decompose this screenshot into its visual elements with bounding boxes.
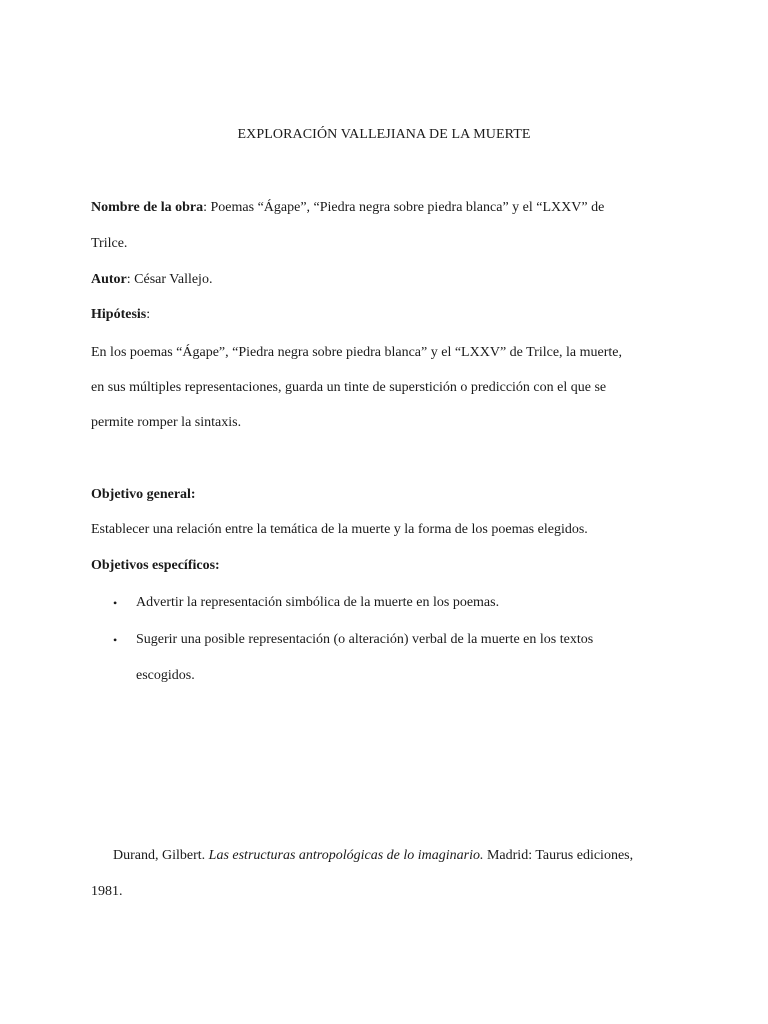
bullet-icon: • <box>113 633 118 647</box>
bibliography-entry <box>113 847 633 865</box>
general-objective-text: Establecer una relación entre la temática de la muerte y la forma de los poemas elegidos. <box>91 522 588 537</box>
hypothesis-line: en sus múltiples representaciones, guarda un tinte de superstición o predicción con el que se <box>91 380 607 395</box>
hypothesis-line: En los poemas “Ágape”, “Piedra negra sobre piedra blanca” y el “LXXV” de Trilce, la muerte, <box>91 345 623 360</box>
author-text: : César Vallejo. <box>126 272 213 287</box>
document-title: EXPLORACIÓN VALLEJIANA DE LA MUERTE <box>237 127 531 142</box>
reference-book-title: Las estructuras antropológicas de lo imaginario. <box>208 848 484 863</box>
bullet-icon: • <box>113 596 118 610</box>
work-label: Nombre de la obra <box>91 200 204 215</box>
work-text: Poemas “Ágape”, “Piedra negra sobre piedra blanca” y el “LXXV” de <box>207 200 605 215</box>
hypothesis-separator: : <box>146 307 151 322</box>
work-separator: : <box>203 200 208 215</box>
reference-author: Durand, Gilbert. <box>113 848 209 863</box>
hypothesis-heading <box>91 306 150 324</box>
reference-publisher: Madrid: Taurus ediciones, <box>483 848 634 863</box>
reference-year: 1981. <box>91 884 123 899</box>
author-label: Autor <box>91 272 127 287</box>
specific-objectives-heading: Objetivos específicos: <box>91 558 220 573</box>
hypothesis-line: permite romper la sintaxis. <box>91 415 242 430</box>
specific-objective-item: Sugerir una posible representación (o alteración) verbal de la muerte en los textos <box>136 632 594 647</box>
work-line <box>91 199 604 217</box>
general-objective-heading: Objetivo general: <box>91 487 196 502</box>
specific-objective-item-continuation: escogidos. <box>136 668 195 683</box>
work-line-continuation: Trilce. <box>91 236 128 251</box>
author-line <box>91 271 212 289</box>
specific-objective-item: Advertir la representación simbólica de la muerte en los poemas. <box>136 595 500 610</box>
hypothesis-label: Hipótesis <box>91 307 147 322</box>
